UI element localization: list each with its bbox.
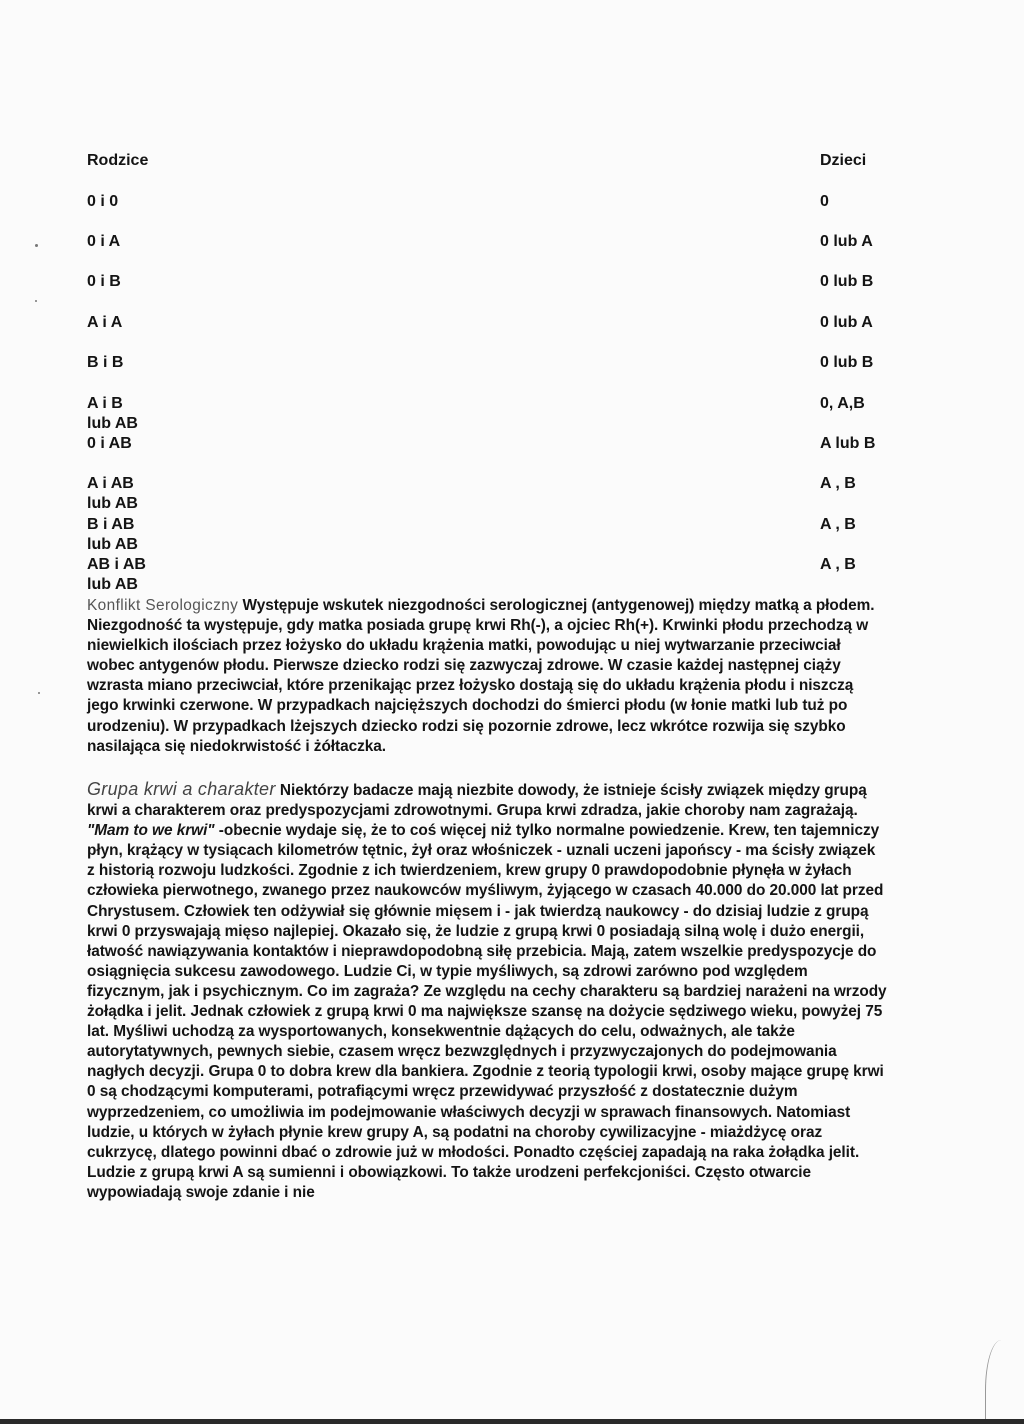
parents-cell: B i B — [87, 354, 124, 371]
parents-cell: A i AB lub AB — [87, 475, 138, 512]
table-header-parents: Rodzice — [87, 152, 149, 169]
children-cell: A , B — [820, 556, 856, 573]
children-cell: 0 — [820, 193, 829, 210]
children-cell: 0 lub B — [820, 354, 874, 371]
section-body: Występuje wskutek niezgodności serologicznej (antygenowej) między matką a płodem. Niezgodność ta występuje, gdy matka posiada grupę krwi Rh(-), a ojciec Rh(+). Krwinki płodu przechodzą w niewielkich ilościach przez łożysko do układu krążenia matki, powodując u niej wytwarzanie przeciwciał wobec antygenów płodu. Pierwsze dziecko rodzi się zazwyczaj zdrowe. W czasie każdej następnej ciąży wzrasta miano przeciwciał, które przenikając przez łożysko dostają się do układu krążenia płodu i niszczą jego krwinki czerwone. W przypadkach najcięższych dochodzi do śmierci płodu (w łonie matki lub tuż po urodzeniu). W przypadkach lżejszych dziecko rodzi się pozornie zdrowe, lecz wkrótce rozwija się szybko nasilająca się niedokrwistość i żółtaczka. — [87, 597, 875, 755]
children-cell: 0 lub A — [820, 314, 873, 331]
section-heading: Konflikt Serologiczny — [87, 597, 239, 614]
scan-speck — [38, 692, 40, 694]
children-cell: A , B — [820, 516, 856, 533]
section-quote: "Mam to we krwi" — [87, 822, 215, 840]
children-cell: 0, A,B — [820, 395, 865, 412]
children-cell: 0 lub A — [820, 233, 873, 250]
section-body-part1: Niektórzy badacze mają niezbite dowody, że istnieje ścisły związek między grupą krwi a charakterem oraz predyspozycjami zdrowotnymi. Grupa krwi zdradza, jakie choroby nam zagrażają. — [87, 782, 867, 820]
parents-cell: B i AB lub AB — [87, 516, 138, 553]
blood-type-character-section — [87, 779, 887, 1203]
scan-speck — [35, 300, 37, 302]
page-curl-edge — [985, 1340, 1012, 1424]
parents-cell: 0 i AB — [87, 435, 132, 452]
children-cell: A , B — [820, 475, 856, 492]
serological-conflict-section — [87, 596, 887, 757]
section-body-part2: -obecnie wydaje się, że to coś więcej niż tylko normalne powiedzenie. Krew, ten tajemniczy płyn, krążący w tysiącach kilometrów tętnic, żył oraz włośniczek - uznali uczeni japońscy - ma ścisły związek z historią rozwoju ludzkości. Zgodnie z ich twierdzeniem, krew grupy 0 prawdopodobnie płynęła w żyłach człowieka pierwotnego, zwanego przez naukowców myśliwym, żyjącego w czasach 40.000 do 20.000 lat przed Chrystusem. Człowiek ten odżywiał się głównie mięsem i - jak twierdzą naukowcy - do dzisiaj ludzie z grupą krwi 0 przyswajają mięso najlepiej. Okazało się, że ludzie z grupą krwi 0 posiadają silną wolę i dużo energii, łatwość nawiązywania kontaktów i nieprawdopodobną siłę przebicia. Mają, zatem wszelkie predyspozycje do osiągnięcia sukcesu zawodowego. Ludzie Ci, w typie myśliwych, są zdrowi zarówno pod względem fizycznym, jak i psychicznym. Co im zagraża? Ze względu na cechy charakteru są bardziej narażeni na wrzody żołądka i jelit. Jednak człowiek z grupą krwi 0 ma największe szansę na dożycie sędziwego wieku, powyżej 75 lat. Myśliwi uchodzą za wysportowanych, konsekwentnie dążących do celu, odważnych, ale także autorytatywnych, pewnych siebie, czasem wręcz bezwzględnych i przyzwyczajonych do podejmowania nagłych decyzji. Grupa 0 to dobra krew dla bankiera. Zgodnie z teorią typologii krwi, osoby mające grupę krwi 0 są chodzącymi komputerami, potrafiącymi wręcz przewidywać przyszłość z dostatecznie dużym wyprzedzeniem, co umożliwia im podejmowanie właściwych decyzji w sprawach finansowych. Natomiast ludzie, u których w żyłach płynie krew grupy A, są podatni na choroby cywilizacyjne - miażdżycę oraz cukrzycę, dlatego powinni dbać o zdrowie już w młodości. Ponadto częściej zapadają na raka żołądka jelit. Ludzie z grupą krwi A są sumienni i obowiązkowi. To także urodzeni perfekcjoniści. Często otwarcie wypowiadają swoje zdanie i nie — [87, 822, 887, 1201]
parents-cell: A i A — [87, 314, 123, 331]
section-heading: Grupa krwi a charakter — [87, 779, 276, 799]
children-cell: A lub B — [820, 435, 876, 452]
parents-cell: A i B lub AB — [87, 395, 138, 432]
scan-bottom-edge — [0, 1419, 1024, 1424]
parents-cell: 0 i B — [87, 273, 121, 290]
table-header-children: Dzieci — [820, 152, 867, 169]
scan-speck — [35, 244, 38, 247]
parents-cell: 0 i A — [87, 233, 121, 250]
children-cell: 0 lub B — [820, 273, 874, 290]
parents-cell: 0 i 0 — [87, 193, 119, 210]
parents-cell: AB i AB lub AB — [87, 556, 146, 593]
